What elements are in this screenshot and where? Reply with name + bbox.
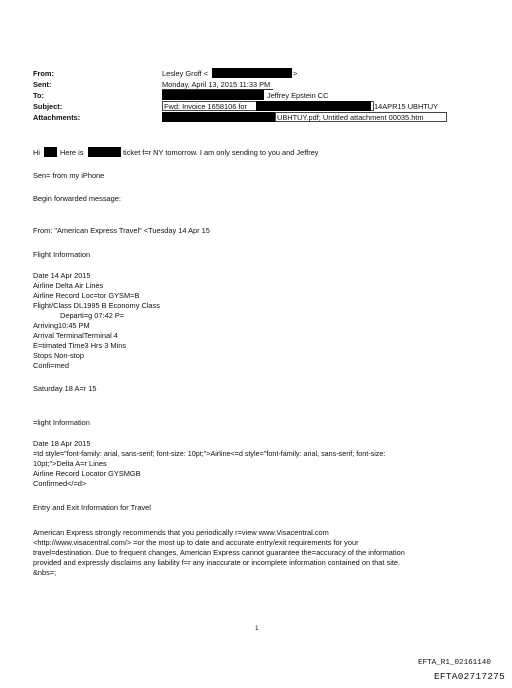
amex-paragraph-line-2: <http://www.visacentral.com/> =or the most up to date and accurate entry/exit requirements for your bbox=[33, 538, 359, 547]
redaction-block bbox=[162, 90, 264, 100]
flight1-estimated: E=timated Time3 Hrs 3 Mins bbox=[33, 341, 127, 350]
redaction-block bbox=[256, 101, 371, 111]
here-is-text: Here is bbox=[60, 148, 84, 157]
amex-paragraph-line-5: &nbs=; bbox=[33, 568, 57, 577]
subject-prefix: Fwd: Invoice 1658106 for bbox=[164, 102, 247, 111]
flight1-confirmed: Confi=med bbox=[33, 361, 69, 370]
from-value: Lesley Groff < bbox=[162, 69, 209, 78]
sent-value: Monday, April 13, 2015 11:33 PM bbox=[162, 80, 271, 89]
attachments-suffix: UBHTUY.pdf; Untitled attachment 00035.htm bbox=[277, 113, 424, 122]
from-end: > bbox=[293, 69, 298, 78]
forwarded-from-line: From: "American Express Travel" <Tuesday 14 Apr 15 bbox=[33, 226, 210, 235]
redaction-block bbox=[44, 147, 57, 157]
to-label: To: bbox=[33, 91, 44, 100]
subject-suffix: 14APR15 UBHTUY bbox=[374, 102, 439, 111]
flight2-td-line: =td style="font-family: arial, sans-serif; font-size: 10pt;">Airline<=d style="font-family: arial, sans-serif; font-size: bbox=[33, 449, 386, 458]
subject-label: Subject: bbox=[33, 102, 63, 111]
footer-ref-2: EFTA02717275 bbox=[434, 671, 506, 682]
flight2-locator: Airline Record Locator GYSMGB bbox=[33, 469, 141, 478]
amex-paragraph-line-4: provided and expressly disclaims any liability f=r any inaccurate or incomplete information contained on that site. bbox=[33, 558, 401, 567]
from-label: From: bbox=[33, 69, 54, 78]
attachments-label: Attachments: bbox=[33, 113, 81, 122]
footer-ref-1: EFTA_R1_02161140 bbox=[418, 659, 491, 667]
flight-info-heading-1: Flight Information bbox=[33, 250, 91, 259]
flight2-date: Date 18 Apr 2015 bbox=[33, 439, 91, 448]
ticket-text: ticket f=r NY tomorrow. I am only sending to you and Jeffrey bbox=[123, 148, 319, 157]
amex-paragraph-line-3: travel=destination. Due to frequent changes, American Express cannot guarantee the=accuracy of the information bbox=[33, 548, 405, 557]
flight2-td-line2: 10pt;">Delta A=r Lines bbox=[33, 459, 107, 468]
redaction-block bbox=[88, 147, 121, 157]
amex-paragraph-line-1: American Express strongly recommends that you periodically r=view www.Visacentral.com bbox=[33, 528, 329, 537]
sent-label: Sent: bbox=[33, 80, 52, 89]
sent-underline bbox=[162, 89, 273, 90]
flight1-stops: Stops Non-stop bbox=[33, 351, 84, 360]
flight1-date: Date 14 Apr 2015 bbox=[33, 271, 91, 280]
flight-info-heading-2: =light Information bbox=[33, 418, 90, 427]
flight1-class: Flight/Class DL1995 B Economy Class bbox=[33, 301, 160, 310]
begin-forward-line: Begin forwarded message: bbox=[33, 194, 121, 203]
redaction-block bbox=[162, 112, 275, 122]
greeting: Hi bbox=[33, 148, 40, 157]
flight1-airline: Airline Delta Air Lines bbox=[33, 281, 104, 290]
to-value: Jeffrey Epstein CC bbox=[267, 91, 329, 100]
flight1-terminal: Arrival TerminalTerminal 4 bbox=[33, 331, 118, 340]
page-number: 1 bbox=[255, 625, 259, 632]
entry-exit-heading: Entry and Exit Information for Travel bbox=[33, 503, 151, 512]
flight1-arriving: Arriving10:45 PM bbox=[33, 321, 90, 330]
sent-from-line: Sen= from my iPhone bbox=[33, 171, 105, 180]
flight2-confirmed: Confirmed</=d> bbox=[33, 479, 87, 488]
flight1-departing: Departi=g 07:42 P= bbox=[60, 311, 125, 320]
flight1-locator: Airline Record Loc=tor GYSM=B bbox=[33, 291, 140, 300]
saturday-line: Saturday 18 A=r 15 bbox=[33, 384, 97, 393]
redaction-block bbox=[212, 68, 292, 78]
